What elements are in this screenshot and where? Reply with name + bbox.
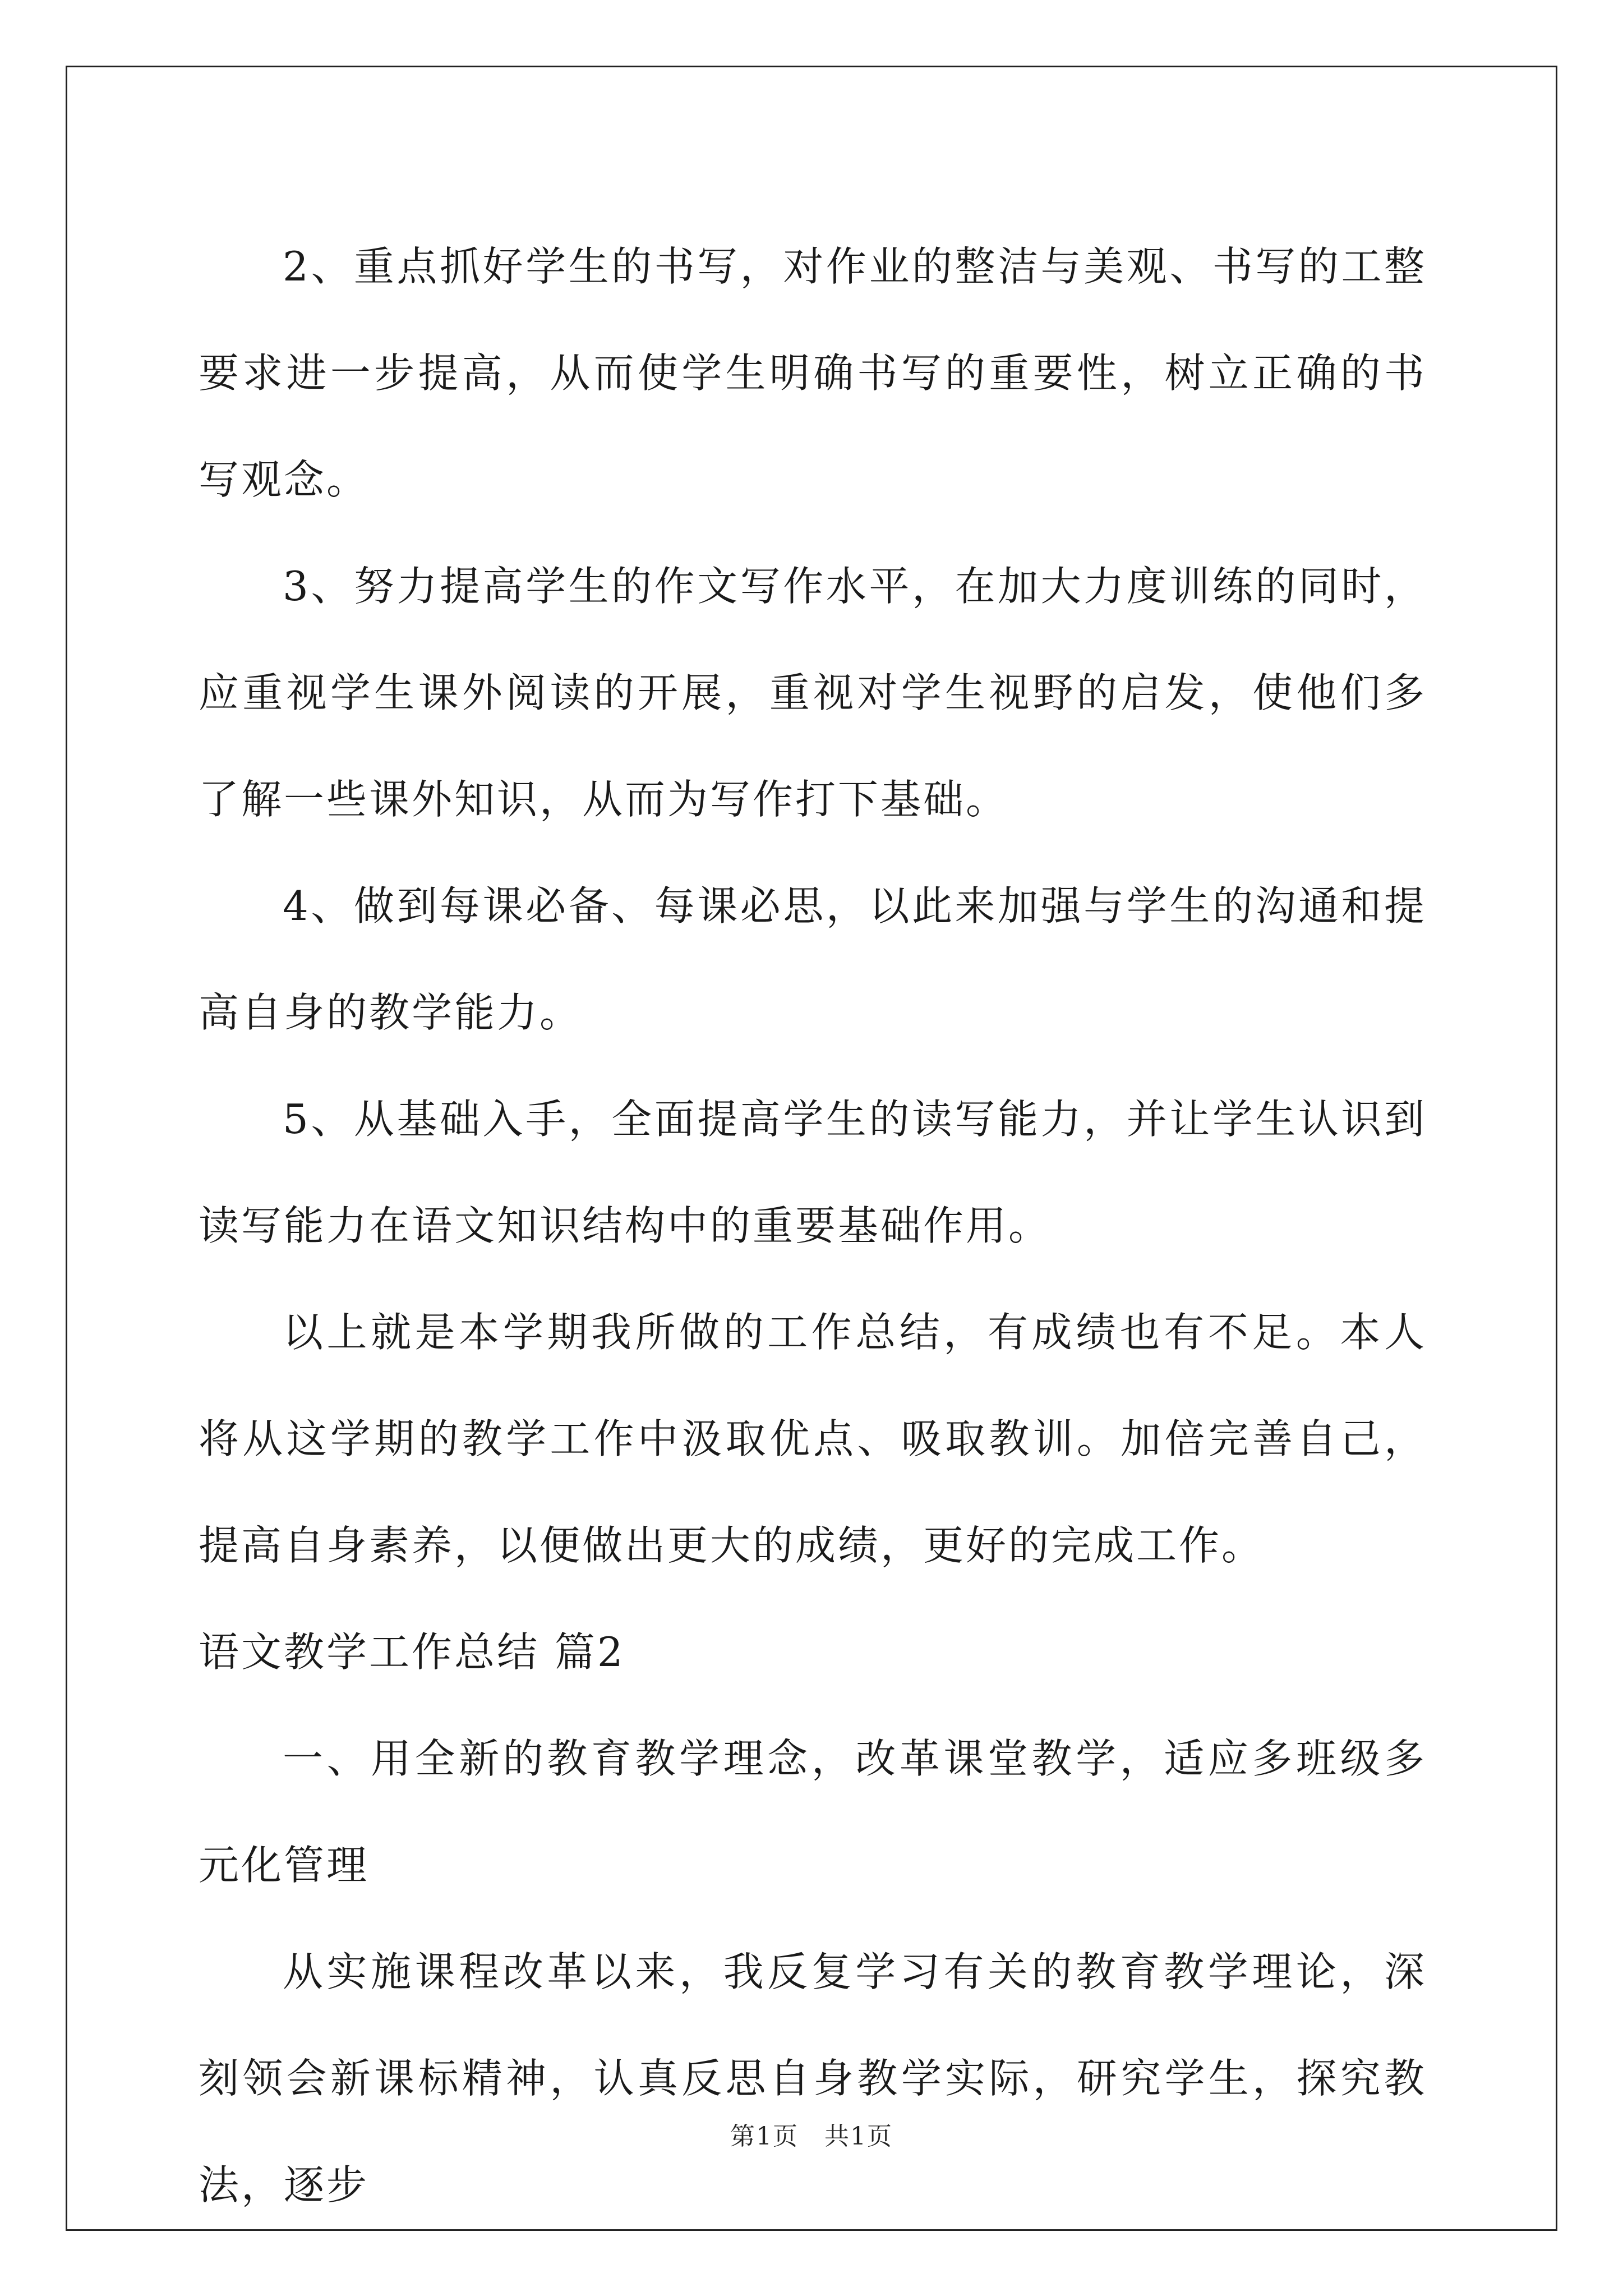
paragraph-summary: 以上就是本学期我所做的工作总结，有成绩也有不足。本人将从这学期的教学工作中汲取优点、吸取教训。加倍完善自己，提高自身素养，以便做出更大的成绩，更好的完成工作。 (199, 1309, 1427, 1569)
paragraph-item-2: 2、重点抓好学生的书写，对作业的整洁与美观、书写的工整要求进一步提高，从而使学生明确书写的重要性，树立正确的书写观念。 (199, 243, 1427, 503)
paragraph-section-one-body: 从实施课程改革以来，我反复学习有关的教育教学理论，深刻领会新课标精神，认真反思自身教学实际，研究学生，探究教法，逐步 (199, 1948, 1427, 2208)
paragraph-section-one-title: 一、用全新的教育教学理念，改革课堂教学，适应多班级多元化管理 (199, 1735, 1427, 1889)
paragraph-item-5: 5、从基础入手，全面提高学生的读写能力，并让学生认识到读写能力在语文知识结构中的重要基础作用。 (199, 1096, 1427, 1249)
paragraph-item-3: 3、努力提高学生的作文写作水平，在加大力度训练的同时，应重视学生课外阅读的开展，重视对学生视野的启发，使他们多了解一些课外知识，从而为写作打下基础。 (199, 563, 1427, 823)
paragraph-item-4: 4、做到每课必备、每课必思，以此来加强与学生的沟通和提高自身的教学能力。 (199, 882, 1427, 1036)
section-heading: 语文教学工作总结 篇2 (199, 1628, 625, 1676)
document-body (199, 213, 1427, 2238)
page-footer: 第1页 共1页 (730, 2122, 893, 2151)
